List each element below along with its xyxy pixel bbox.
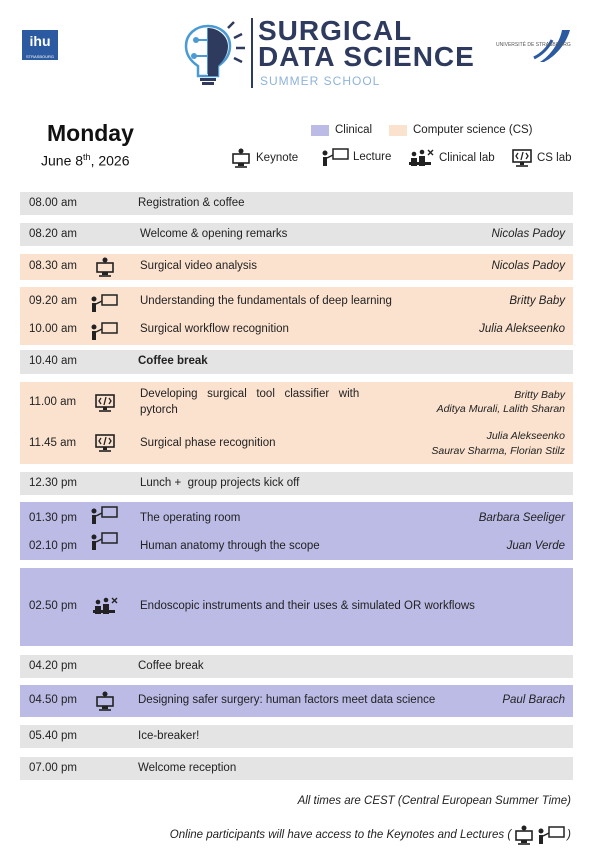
keynote-icon (230, 148, 252, 168)
logo-divider (251, 18, 253, 88)
schedule-row (20, 655, 573, 678)
unistra-logo: UNIVERSITÉ DE STRASBOURG (496, 28, 572, 64)
row-time: 08.00 am (29, 197, 77, 209)
lecture-icon (537, 826, 565, 844)
row-title: Surgical video analysis (140, 260, 257, 272)
row-speaker: Juan Verde (506, 540, 565, 552)
cs-lab-icon (94, 433, 116, 453)
row-title: Registration & coffee (138, 197, 245, 209)
legend-clinical-swatch (311, 125, 329, 136)
row-time: 01.30 pm (29, 512, 77, 524)
legend-lecture: Lecture (321, 148, 391, 166)
row-speaker: Nicolas Padoy (491, 260, 565, 272)
row-time: 02.10 pm (29, 540, 77, 552)
row-speaker: Saurav Sharma, Florian Stilz (431, 445, 565, 457)
schedule-row (20, 725, 573, 748)
lecture-icon (90, 506, 118, 524)
row-time: 02.50 pm (29, 600, 77, 612)
row-time: 04.20 pm (29, 660, 77, 672)
schedule-row (20, 757, 573, 780)
row-time: 11.45 am (29, 437, 77, 449)
brain-bulb-icon (178, 20, 248, 86)
lecture-icon (90, 294, 118, 312)
legend-keynote: Keynote (230, 148, 298, 168)
row-speaker: Julia Alekseenko (479, 323, 565, 335)
row-time: 08.20 am (29, 228, 77, 240)
legend-cs-lab: CS lab (511, 148, 572, 168)
schedule-row (20, 192, 573, 215)
legend-cs-swatch (389, 125, 407, 136)
clinical-lab-icon (409, 148, 435, 168)
row-title: Coffee break (138, 660, 204, 672)
schedule-row-group (20, 287, 573, 345)
row-title: Surgical workflow recognition (140, 323, 289, 335)
row-time: 07.00 pm (29, 762, 77, 774)
schedule-row (20, 568, 573, 646)
row-title: Welcome reception (138, 762, 237, 774)
school-logo-text: SURGICAL DATA SCIENCE (258, 15, 475, 72)
row-speaker: Paul Barach (502, 694, 565, 706)
legend-clinical-label: Clinical (335, 124, 373, 136)
row-title: The operating room (140, 512, 241, 524)
row-title: Developing surgical tool classifier with (140, 388, 360, 400)
schedule-row-group (20, 382, 573, 464)
schedule-row-group (20, 502, 573, 560)
schedule-row (20, 223, 573, 246)
cs-lab-icon (94, 393, 116, 413)
row-time: 08.30 am (29, 260, 77, 272)
row-time: 10.40 am (29, 355, 77, 367)
legend-clinical-lab: Clinical lab (409, 148, 495, 168)
keynote-icon (513, 825, 535, 845)
row-title: Ice-breaker! (138, 730, 200, 742)
schedule-row (20, 350, 573, 374)
row-speaker: Julia Alekseenko (486, 430, 565, 442)
row-title-continued: pytorch (140, 404, 178, 416)
keynote-icon (94, 691, 116, 711)
row-title: Human anatomy through the scope (140, 540, 320, 552)
legend-cs-label: Computer science (CS) (413, 124, 533, 136)
schedule-row (20, 254, 573, 280)
day-date: June 8th, 2026 (41, 152, 130, 169)
row-title: Understanding the fundamentals of deep learning (140, 295, 392, 307)
timezone-note: All times are CEST (Central European Summer Time) (297, 795, 571, 807)
row-title: Welcome & opening remarks (140, 228, 288, 240)
online-note: Online participants will have access to the Keynotes and Lectures ( ) (170, 825, 571, 845)
lecture-icon (321, 148, 349, 166)
row-title: Surgical phase recognition (140, 437, 276, 449)
row-title: Lunch + group projects kick off (140, 477, 300, 489)
row-title: Designing safer surgery: human factors meet data science (138, 694, 436, 706)
lecture-icon (90, 322, 118, 340)
row-time: 04.50 pm (29, 694, 77, 706)
row-speaker: Aditya Murali, Lalith Sharan (436, 403, 565, 415)
row-speaker: Britty Baby (514, 389, 565, 401)
ihu-logo: ihu STRASBOURG (22, 30, 58, 60)
row-speaker: Barbara Seeliger (478, 512, 565, 524)
row-time: 11.00 am (29, 396, 77, 408)
row-time: 09.20 am (29, 295, 77, 307)
row-time: 10.00 am (29, 323, 77, 335)
lecture-icon (90, 532, 118, 550)
row-speaker: Britty Baby (509, 295, 565, 307)
schedule-row (20, 685, 573, 717)
school-logo-subtitle: SUMMER SCHOOL (260, 74, 381, 88)
row-time: 12.30 pm (29, 477, 77, 489)
cs-lab-icon (511, 148, 533, 168)
keynote-icon (94, 257, 116, 277)
row-title: Coffee break (138, 355, 208, 367)
row-speaker: Nicolas Padoy (491, 228, 565, 240)
clinical-lab-icon (93, 596, 119, 616)
row-title: Endoscopic instruments and their uses & simulated OR workflows (140, 600, 475, 612)
schedule-row (20, 472, 573, 495)
day-title: Monday (47, 120, 134, 146)
row-time: 05.40 pm (29, 730, 77, 742)
